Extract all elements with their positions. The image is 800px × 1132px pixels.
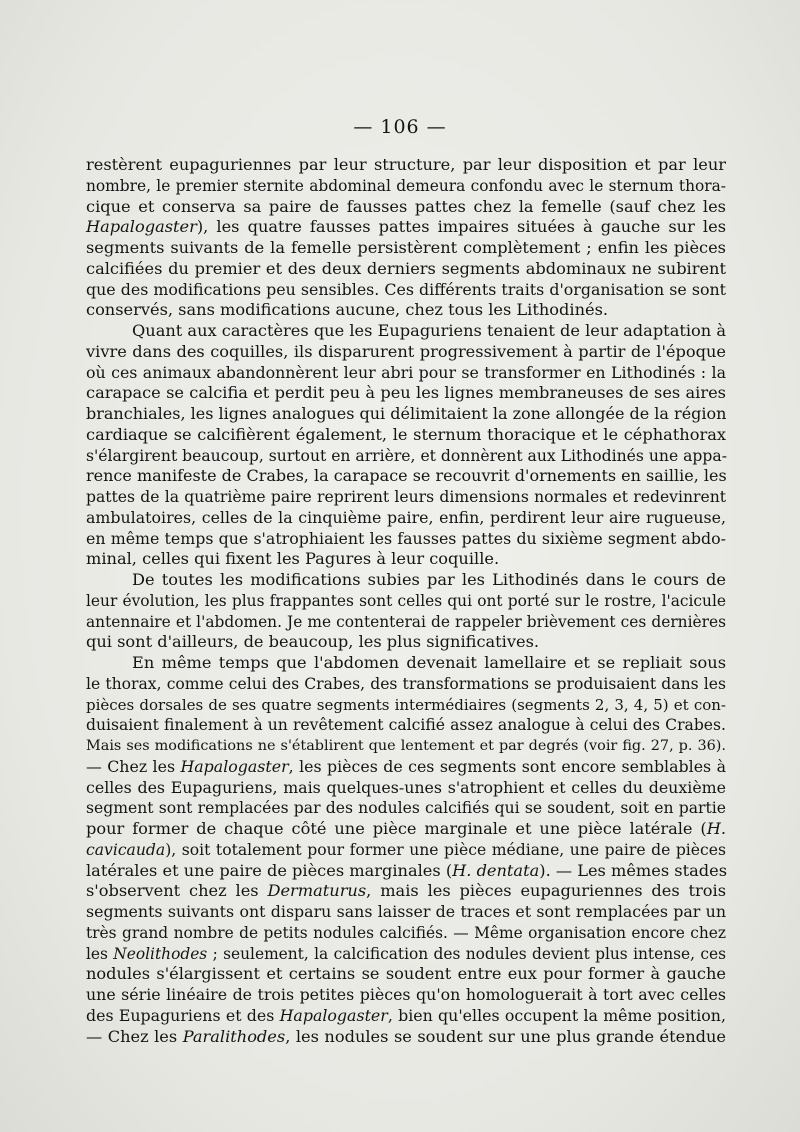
text-segment: ), les quatre fausses pattes impaires situées à gauche sur les [196,217,726,237]
italic-taxon: Hapalogaster [279,1005,388,1025]
text-segment: des Eupaguriens et des [86,1005,280,1025]
text-segment: minal, celles qui fixent les Pagures à leur coquille. [86,549,500,569]
text-segment: très grand nombre de petits nodules calcifiés. — Même organisation encore chez [86,923,726,942]
text-segment: — Chez les [86,756,181,776]
italic-taxon: Dermaturus [267,881,367,901]
page-number: — 106 — [353,116,447,138]
text-line [86,695,726,716]
text-line [86,632,726,653]
text-segment: duisaient finalement à un revêtement calcifié assez analogue à celui des Crabes. [86,716,726,735]
text-line [86,923,726,944]
text-segment: carapace se calcifia et perdit peu à peu les lignes membraneuses de ses aires [86,383,726,403]
text-line [86,819,726,840]
body-text [86,155,726,1047]
text-line [86,715,726,736]
text-line [86,155,726,176]
text-line [86,944,726,965]
text-line [86,363,726,384]
text-segment: cique et conserva sa paire de fausses pattes chez la femelle (sauf chez les [86,196,726,216]
text-segment: — Chez les [86,1026,183,1046]
italic-taxon: Hapalogaster [86,217,197,237]
text-line [86,1006,726,1027]
text-line [86,238,726,259]
text-line [86,653,726,674]
text-segment: vivre dans des coquilles, ils disparurent progressivement à partir de l'époque [86,341,726,361]
text-segment: cardiaque se calcifièrent également, le sternum thoracique et le céphathorax [86,424,726,444]
text-line [86,549,726,570]
text-segment: ambulatoires, celles de la cinquième paire, enfin, perdirent leur aire rugueuse, [86,507,726,527]
text-line [86,964,726,985]
text-segment: , les nodules se soudent sur une plus grande étendue [285,1026,726,1046]
text-segment: segments suivants de la femelle persistèrent complètement ; enfin les pièces [86,238,726,257]
text-segment: les [86,944,114,963]
text-segment: leur évolution, les plus frappantes sont celles qui ont porté sur le rostre, l'acicule [86,591,726,610]
text-segment: segments suivants ont disparu sans laisser de traces et sont remplacées par un [86,902,726,921]
text-segment: une série linéaire de trois petites pièces qu'on homologuerait à tort avec celles [86,985,726,1004]
text-segment: , mais les pièces eupaguriennes des trois [366,881,726,901]
text-line [86,259,726,280]
text-line [86,529,726,550]
text-line [86,321,726,342]
text-segment: le thorax, comme celui des Crabes, des transformations se produisaient dans les [86,674,726,693]
text-line [86,508,726,529]
text-line [86,570,726,591]
italic-taxon: Hapalogaster [180,756,289,776]
text-segment: pattes de la quatrième paire reprirent leurs dimensions normales et redevinrent [86,488,726,506]
text-line [86,487,726,508]
italic-taxon: cavicauda [86,840,166,859]
text-segment: , bien qu'elles occupent la même position, [387,1005,727,1025]
text-line [86,425,726,446]
text-line [86,674,726,695]
text-segment: ). — Les mêmes stades [539,860,727,880]
text-line [86,591,726,612]
text-line [86,736,726,757]
text-line [86,861,726,882]
text-segment: calcifiées du premier et des deux derniers segments abdominaux ne subirent [86,258,726,278]
text-line [86,840,726,861]
text-segment: latérales et une paire de pièces marginales ( [86,860,453,880]
text-segment: s'observent chez les [86,881,268,901]
text-line [86,902,726,923]
italic-taxon: Neolithodes [113,944,208,963]
text-segment: ), soit totalement pour former une pièce médiane, une paire de pièces [165,840,726,859]
text-line [86,778,726,799]
text-segment: rence manifeste de Crabes, la carapace se recouvrit d'ornements en saillie, les [86,466,727,486]
text-segment: , les pièces de ces segments sont encore semblables à [288,756,726,776]
text-line [86,1027,726,1048]
text-segment: où ces animaux abandonnèrent leur abri pour se transformer en Lithodinés : la [86,362,726,382]
text-segment: nodules s'élargissent et certains se soudent entre eux pour former à gauche [86,964,726,984]
text-segment: qui sont d'ailleurs, de beaucoup, les plus significatives. [86,632,540,652]
text-line [86,280,726,301]
italic-taxon: Paralithodes [182,1026,286,1046]
text-line [86,985,726,1006]
text-line [86,197,726,218]
text-line [86,881,726,902]
text-line [86,446,726,467]
text-segment: pièces dorsales de ses quatre segments intermédiaires (segments 2, 3, 4, 5) et con- [86,695,726,714]
text-line [86,757,726,778]
text-line [86,176,726,197]
text-line [86,466,726,487]
text-segment: Quant aux caractères que les Eupaguriens tenaient de leur adaptation à [132,321,726,340]
text-line [86,404,726,425]
text-line [86,217,726,238]
text-segment: restèrent eupaguriennes par leur structure, par leur disposition et par leur [86,155,726,174]
text-segment: De toutes les modifications subies par les Lithodinés dans le cours de [132,570,726,589]
text-segment: antennaire et l'abdomen. Je me contenterai de rappeler brièvement ces dernières [86,612,726,631]
text-line [86,612,726,633]
text-segment: ; seulement, la calcification des nodules devient plus intense, ces [207,944,726,963]
text-line [86,300,726,321]
text-segment: Mais ses modifications ne s'établirent que lentement et par degrés (voir fig. 27, p. 36). [86,738,726,754]
text-line [86,383,726,404]
text-segment: segment sont remplacées par des nodules calcifiés qui se soudent, soit en partie [86,799,726,818]
italic-taxon: H. dentata [452,860,540,880]
text-segment: que des modifications peu sensibles. Ces différents traits d'organisation se sont [86,279,726,299]
text-segment: pour former de chaque côté une pièce marginale et une pièce latérale ( [86,819,707,838]
text-segment: En même temps que l'abdomen devenait lamellaire et se repliait sous [132,653,726,672]
text-segment: conservés, sans modifications aucune, chez tous les Lithodinés. [86,300,609,320]
italic-taxon: H. [706,819,726,838]
text-segment: nombre, le premier sternite abdominal demeura confondu avec le sternum thora- [86,176,726,195]
text-line [86,342,726,363]
text-segment: s'élargirent beaucoup, surtout en arrière, et donnèrent aux Lithodinés une appa- [86,446,727,465]
text-segment: en même temps que s'atrophiaient les fausses pattes du sixième segment abdo- [86,528,726,548]
text-segment: branchiales, les lignes analogues qui délimitaient la zone allongée de la région [86,404,727,423]
text-line [86,798,726,819]
text-segment: celles des Eupaguriens, mais quelques-unes s'atrophient et celles du deuxième [86,777,726,797]
